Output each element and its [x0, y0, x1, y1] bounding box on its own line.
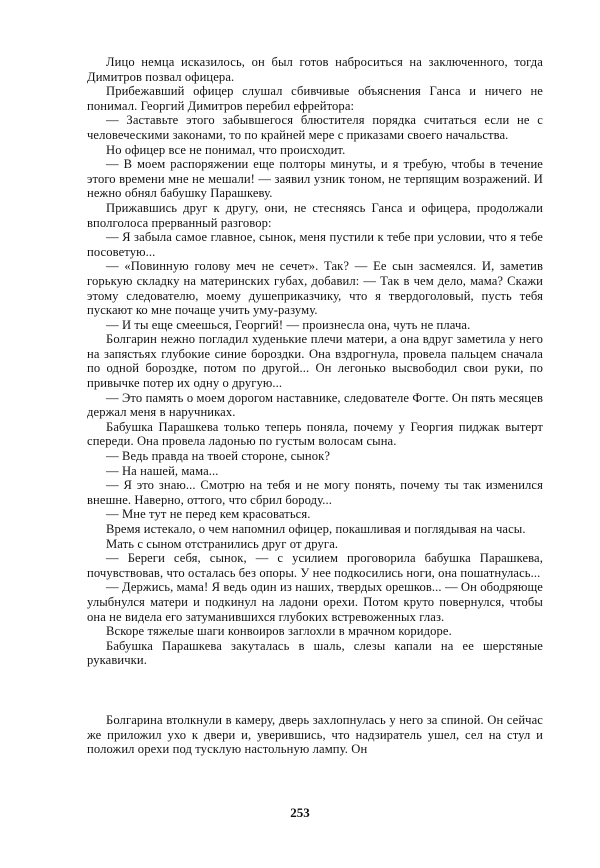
- paragraph: Прибежавший офицер слушал сбивчивые объяснения Ганса и ничего не понимал. Георгий Димитров перебил ефрейтора:: [87, 84, 543, 113]
- paragraph: — Я забыла самое главное, сынок, меня пустили к тебе при условии, что я тебе посоветую...: [87, 230, 543, 259]
- paragraph: — Держись, мама! Я ведь один из наших, твердых орешков... — Он ободряюще улыбнулся матери и подкинул на ладони орехи. Потом круто повернулся, чтобы она не видела его затуманившихся глубоких встревоженных глаз.: [87, 580, 543, 624]
- paragraph: Вскоре тяжелые шаги конвоиров заглохли в мрачном коридоре.: [106, 624, 452, 639]
- paragraph: Болгарин нежно погладил худенькие плечи матери, а она вдруг заметила у него на запястьях глубокие синие бороздки. Она вздрогнула, провела пальцем сначала по одной бороздке, потом по другой... Он легонько высвободил свои руки, по привычке потер их одну о другую...: [87, 332, 543, 391]
- paragraph: — На нашей, мама...: [106, 463, 219, 478]
- paragraph: — Заставьте этого забывшегося блюстителя порядка считаться если не с человеческими законами, то по крайней мере с приказами своего начальства.: [87, 113, 543, 142]
- paragraph: Время истекало, о чем напомнил офицер, покашливая и поглядывая на часы.: [106, 522, 526, 536]
- paragraph: Мать с сыном отстранились друг от друга.: [106, 536, 339, 551]
- paragraph: — Я это знаю... Смотрю на тебя и не могу понять, почему ты так изменился внешне. Наверно, оттого, что сбрил бороду...: [87, 478, 543, 507]
- paragraph: Бабушка Парашкева закуталась в шаль, слезы капали на ее шерстяные рукавички.: [87, 638, 543, 668]
- paragraph: — Береги себя, сынок, — с усилием проговорила бабушка Парашкева, почувствовав, что осталась без опоры. У нее подкосились ноги, она пошатнулась...: [87, 551, 543, 580]
- paragraph: — Мне тут не перед кем красоваться.: [106, 507, 311, 522]
- paragraph: Прижавшись друг к другу, они, не стесняясь Ганса и офицера, продолжали вполголоса прерванный разговор:: [87, 200, 543, 230]
- page-body: [87, 55, 543, 757]
- paragraph: Но офицер все не понимал, что происходит.: [106, 142, 346, 157]
- paragraph: — Это память о моем дорогом наставнике, следователе Фогте. Он пять месяцев держал меня в наручниках.: [87, 390, 543, 420]
- continuation-paragraph: Болгарина втолкнули в камеру, дверь захлопнулась у него за спиной. Он сейчас же приложил ухо к двери и, уверившись, что надзиратель ушел, сел на стул и положил орехи под тусклую настольную лампу. Он: [87, 712, 543, 757]
- paragraph: — В моем распоряжении еще полторы минуты, и я требую, чтобы в течение этого времени мне не мешали! — заявил узник тоном, не терпящим возражений. И нежно обнял бабушку Парашкеву.: [87, 157, 543, 201]
- paragraph: — Ведь правда на твоей стороне, сынок?: [106, 449, 331, 464]
- paragraph: — И ты еще смеешься, Георгий! — произнесла она, чуть не плача.: [106, 317, 471, 332]
- paragraph: Лицо немца исказилось, он был готов наброситься на заключенного, тогда Димитров позвал офицера.: [87, 55, 543, 84]
- section-break: [87, 668, 543, 713]
- page-number: 253: [290, 805, 310, 820]
- paragraph: Бабушка Парашкева только теперь поняла, почему у Георгия пиджак вытерт спереди. Она провела ладонью по густым волосам сына.: [87, 419, 543, 449]
- paragraph: — «Повинную голову меч не сечет». Так? — Ее сын засмеялся. И, заметив горькую складку на материнских губах, добавил: — Так в чем дело, мама? Скажи этому следователю, моему душеприказчику, что я твердоголовый, пусть тебя пускают ко мне почаще учить уму-разуму.: [87, 259, 543, 318]
